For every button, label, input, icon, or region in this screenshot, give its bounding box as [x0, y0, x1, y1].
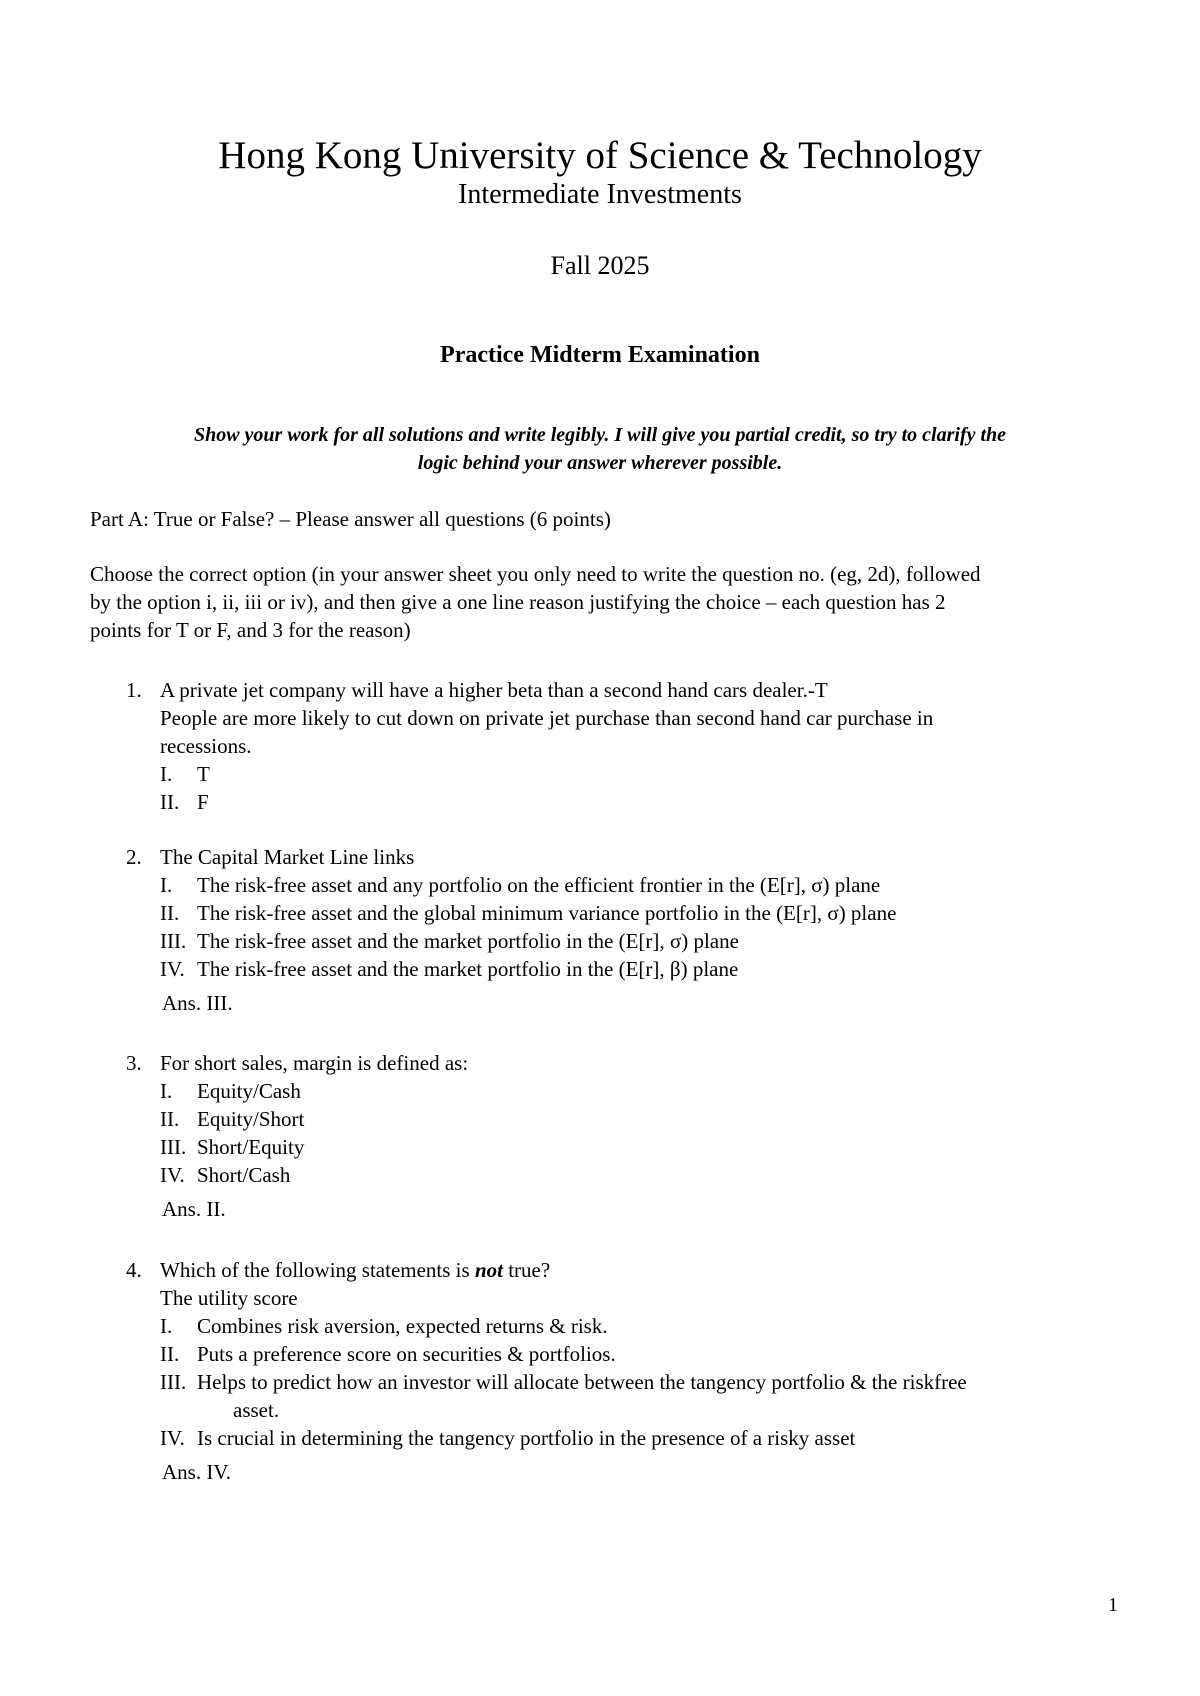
instructions-line-2: logic behind your answer wherever possible.: [417, 452, 783, 474]
emphasis-not: not: [474, 1258, 503, 1282]
option-text: Short/Equity: [197, 1135, 305, 1159]
part-a-heading: Part A: True or False? – Please answer all questions (6 points): [90, 507, 611, 531]
question-number: 1.: [126, 678, 142, 702]
term: Fall 2025: [550, 251, 650, 280]
part-a-directions-line-3: points for T or F, and 3 for the reason): [90, 618, 411, 642]
option-numeral: II.: [160, 790, 180, 814]
question-text-part: Which of the following statements is: [160, 1258, 475, 1282]
option-numeral: III.: [160, 1370, 187, 1394]
option-numeral: III.: [160, 1135, 187, 1159]
part-a-directions-line-2: by the option i, ii, iii or iv), and then give a one line reason justifying the choice – each question has 2: [90, 590, 946, 614]
answer: Ans. II.: [162, 1197, 226, 1221]
option-text: F: [197, 790, 209, 814]
option-text: Equity/Short: [197, 1107, 305, 1131]
option-text: The risk-free asset and the market portfolio in the (E[r], β) plane: [197, 957, 739, 981]
exam-title: Practice Midterm Examination: [440, 342, 760, 368]
option-text: Is crucial in determining the tangency portfolio in the presence of a risky asset: [197, 1426, 856, 1450]
option-text: The risk-free asset and any portfolio on the efficient frontier in the (E[r], σ) plane: [197, 873, 881, 897]
option-text-continued: asset.: [233, 1398, 280, 1422]
option-numeral: II.: [160, 1107, 180, 1131]
question-text: A private jet company will have a higher beta than a second hand cars dealer.-T: [160, 678, 828, 702]
question-number: 4.: [126, 1258, 142, 1282]
question-number: 3.: [126, 1051, 142, 1075]
question-text: recessions.: [160, 734, 252, 758]
option-numeral: IV.: [160, 1426, 185, 1450]
question-text: The Capital Market Line links: [160, 845, 415, 869]
question-text: For short sales, margin is defined as:: [160, 1051, 469, 1075]
option-numeral: III.: [160, 929, 187, 953]
part-a-directions-line-1: Choose the correct option (in your answer sheet you only need to write the question no. (eg, 2d), followed: [90, 562, 981, 586]
option-text: Combines risk aversion, expected returns & risk.: [197, 1314, 608, 1338]
question-number: 2.: [126, 845, 142, 869]
option-text: Equity/Cash: [197, 1079, 301, 1103]
option-text: The risk-free asset and the market portfolio in the (E[r], σ) plane: [197, 929, 739, 953]
option-numeral: I.: [160, 762, 173, 786]
option-numeral: I.: [160, 1079, 173, 1103]
option-numeral: II.: [160, 1342, 180, 1366]
option-text: The risk-free asset and the global minimum variance portfolio in the (E[r], σ) plane: [197, 901, 897, 925]
answer: Ans. IV.: [162, 1460, 232, 1484]
option-text: Short/Cash: [197, 1163, 291, 1187]
instructions-line-1: Show your work for all solutions and write legibly. I will give you partial credit, so try to clarify the: [193, 424, 1007, 446]
page-number: 1: [1108, 1594, 1118, 1616]
question-text: [160, 1256, 550, 1284]
university-title: Hong Kong University of Science & Technology: [218, 134, 982, 177]
question-text: People are more likely to cut down on private jet purchase than second hand car purchase in: [160, 706, 934, 730]
question-text-part: true?: [502, 1258, 551, 1282]
option-numeral: II.: [160, 901, 180, 925]
option-text: Helps to predict how an investor will allocate between the tangency portfolio & the riskfree: [197, 1370, 967, 1394]
option-text: Puts a preference score on securities & portfolios.: [197, 1342, 616, 1366]
question-text: The utility score: [160, 1286, 298, 1310]
option-numeral: I.: [160, 873, 173, 897]
option-numeral: IV.: [160, 957, 185, 981]
option-text: T: [197, 762, 210, 786]
course-name: Intermediate Investments: [458, 179, 742, 210]
option-numeral: IV.: [160, 1163, 185, 1187]
answer: Ans. III.: [162, 991, 233, 1015]
option-numeral: I.: [160, 1314, 173, 1338]
